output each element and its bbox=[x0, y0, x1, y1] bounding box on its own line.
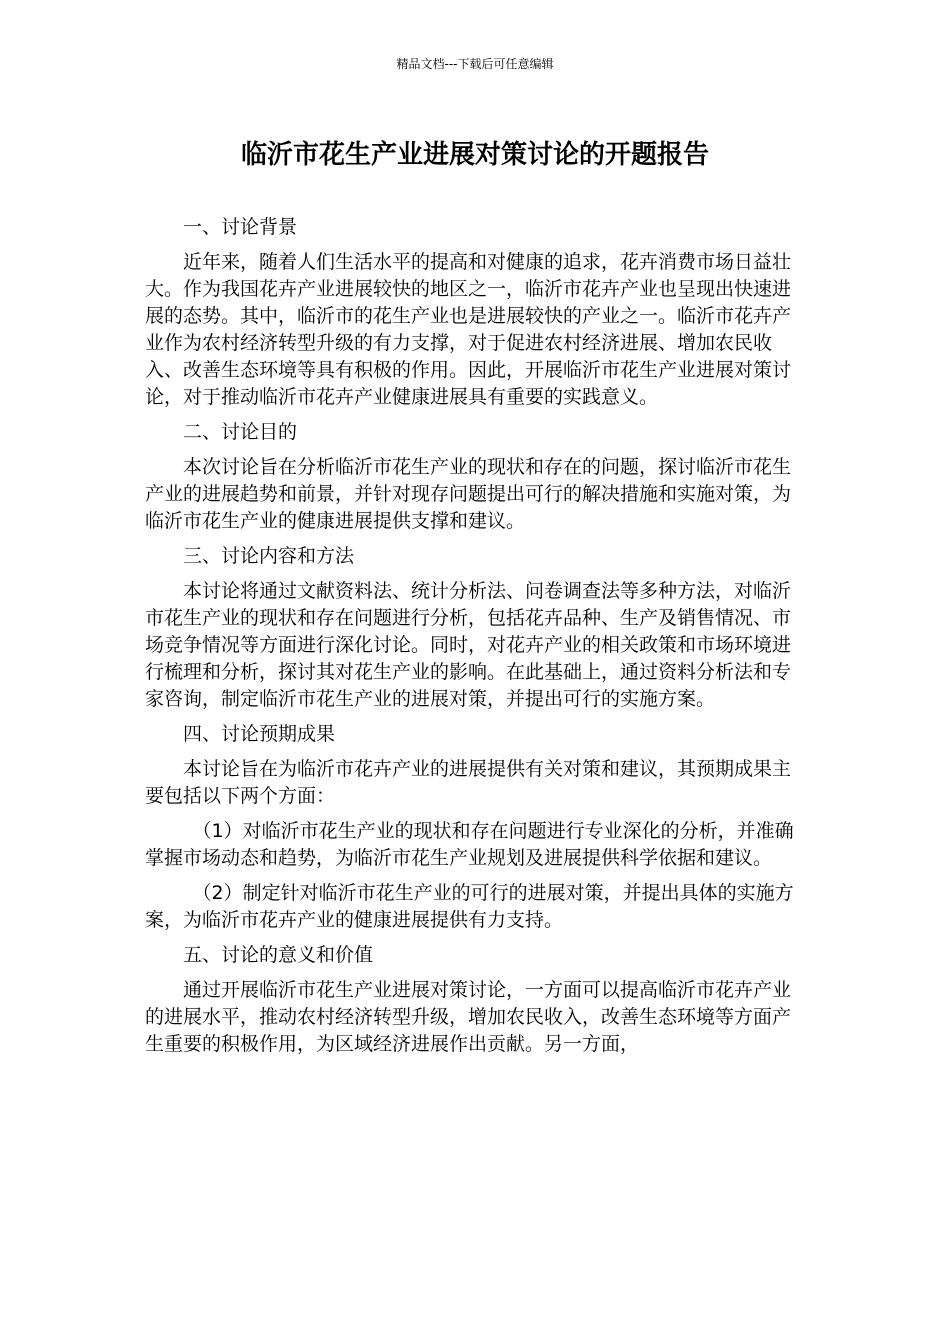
document-title: 临沂市花生产业进展对策讨论的开题报告 bbox=[240, 140, 709, 170]
section-heading-expected-results: 四、讨论预期成果 bbox=[183, 723, 336, 745]
paragraph-significance: 通过开展临沂市花生产业进展对策讨论，一方面可以提高临沂市花卉产业的进展水平，推动农村经济转型升级，增加农民收入，改善生态环境等方面产生重要的积极作用，为区域经济进展作出贡献。另一方面， bbox=[145, 979, 792, 1055]
header-note: 精品文档---下载后可任意编辑 bbox=[396, 57, 554, 71]
paragraph-content-methods: 本讨论将通过文献资料法、统计分析法、问卷调查法等多种方法，对临沂市花生产业的现状和存在问题进行分析，包括花卉品种、生产及销售情况、市场竞争情况等方面进行深化讨论。同时，对花卉产业的相关政策和市场环境进行梳理和分析，探讨其对花生产业的影响。在此基础上，通过资料分析法和专家咨询，制定临沂市花生产业的进展对策，并提出可行的实施方案。 bbox=[145, 580, 792, 710]
paragraph-expected-results: 本讨论旨在为临沂市花卉产业的进展提供有关对策和建议，其预期成果主要包括以下两个方面： bbox=[145, 758, 792, 807]
section-heading-significance: 五、讨论的意义和价值 bbox=[183, 944, 374, 966]
paragraph-purpose: 本次讨论旨在分析临沂市花生产业的现状和存在的问题，探讨临沂市花生产业的进展趋势和前景，并针对现存问题提出可行的解决措施和实施对策，为临沂市花生产业的健康进展提供支撑和建议。 bbox=[145, 456, 792, 532]
section-heading-background: 一、讨论背景 bbox=[183, 216, 298, 238]
list-item-result-1: （1）对临沂市花生产业的现状和存在问题进行专业深化的分析，并准确掌握市场动态和趋势，为临沂市花生产业规划及进展提供科学依据和建议。 bbox=[145, 820, 794, 869]
paragraph-background: 近年来，随着人们生活水平的提高和对健康的追求，花卉消费市场日益壮大。作为我国花卉产业进展较快的地区之一，临沂市花卉产业也呈现出快速进展的态势。其中，临沂市的花生产业也是进展较快的产业之一。临沂市花卉产业作为农村经济转型升级的有力支撑，对于促进农村经济进展、增加农民收入、改善生态环境等具有积极的作用。因此，开展临沂市花生产业进展对策讨论，对于推动临沂市花卉产业健康进展具有重要的实践意义。 bbox=[145, 251, 792, 408]
list-item-result-2: （2）制定针对临沂市花生产业的可行的进展对策，并提出具体的实施方案，为临沂市花卉产业的健康进展提供有力支持。 bbox=[145, 882, 794, 931]
section-heading-purpose: 二、讨论目的 bbox=[183, 421, 298, 443]
section-heading-content-methods: 三、讨论内容和方法 bbox=[183, 545, 355, 567]
document-body bbox=[145, 214, 805, 1066]
